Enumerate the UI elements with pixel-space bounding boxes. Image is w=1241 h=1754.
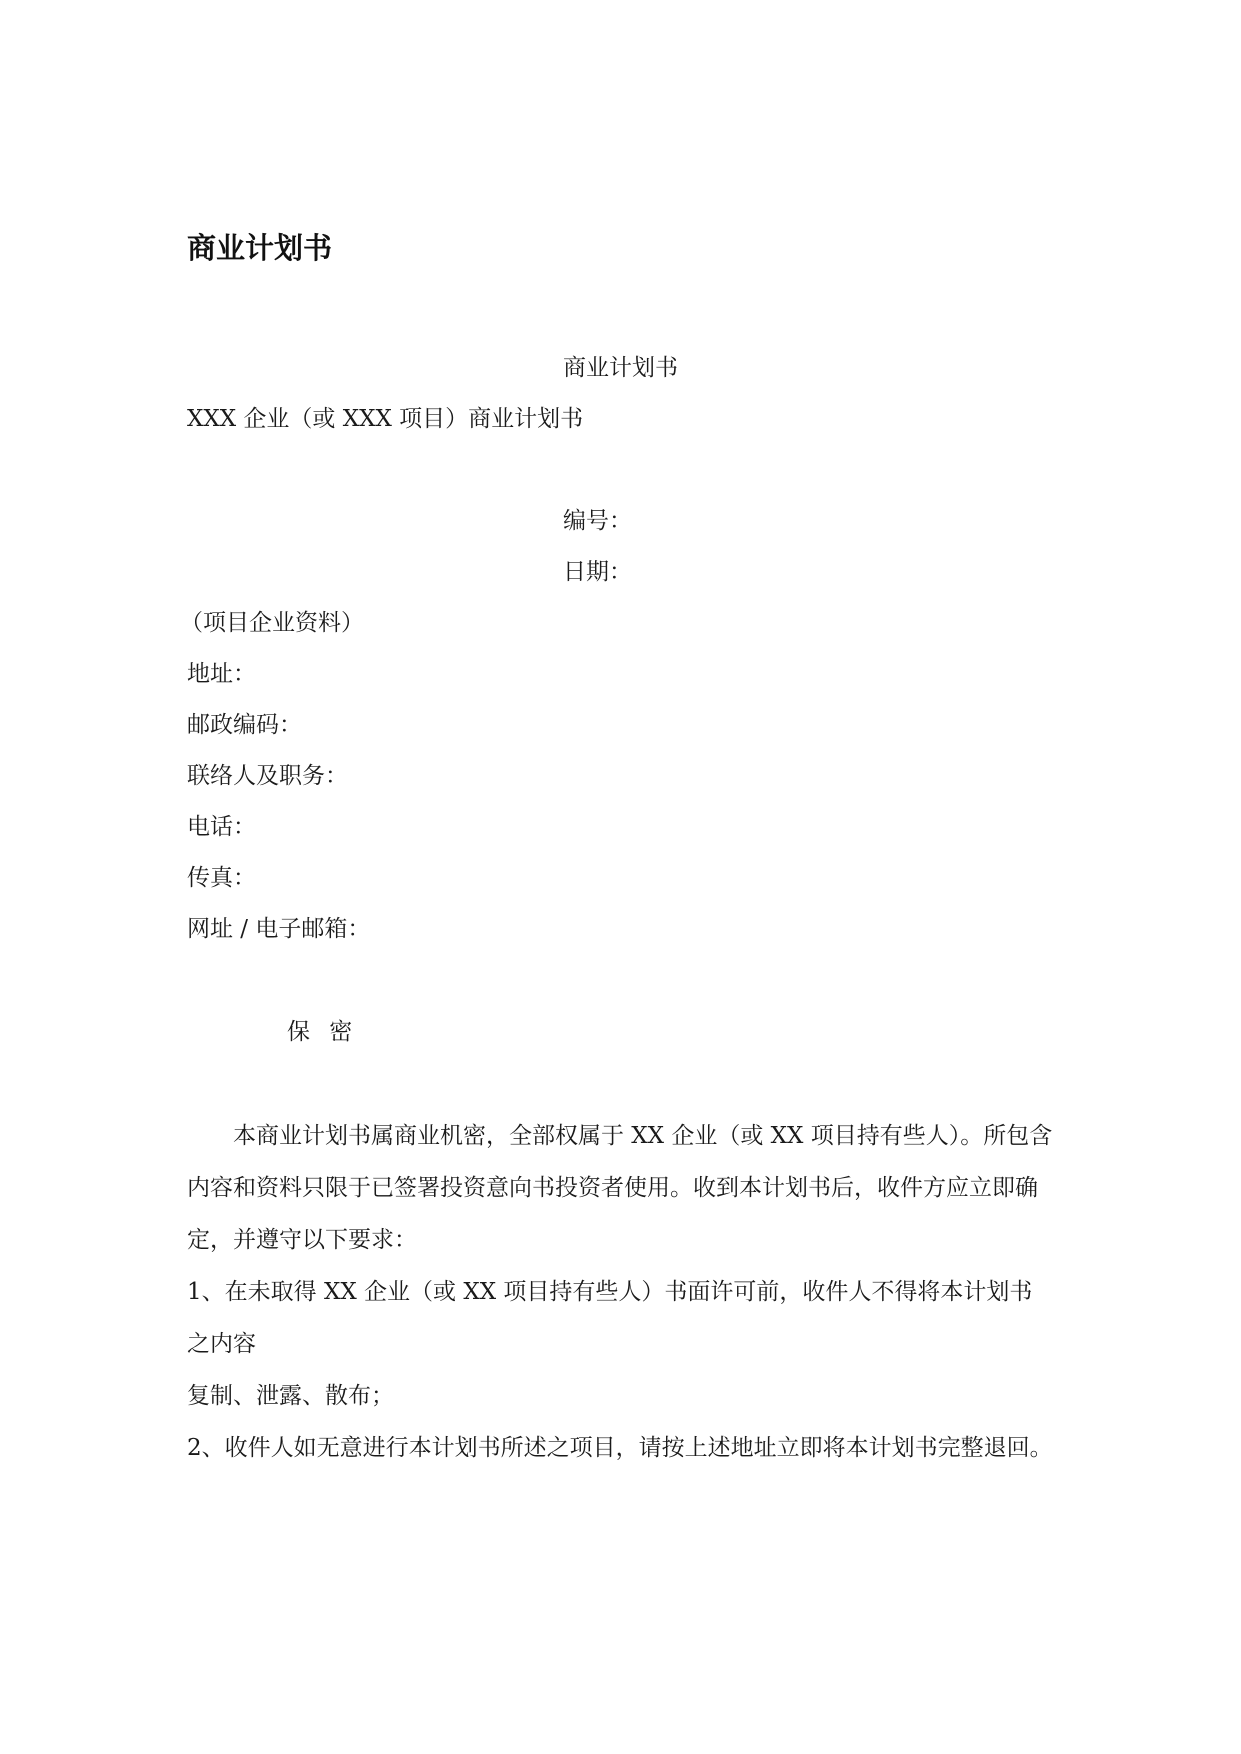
confidential-item-1: 1、在未取得 XX 企业（或 XX 项目持有些人）书面许可前，收件人不得将本计划书之内容 (187, 1279, 1033, 1357)
confidential-item-2: 2、收件人如无意进行本计划书所述之项目，请按上述地址立即将本计划书完整退回。 (187, 1435, 1053, 1461)
address-label: 地址： (187, 661, 256, 687)
contact-label: 联络人及职务： (187, 763, 348, 789)
confidential-item-1-continued: 复制、泄露、散布； (187, 1383, 394, 1409)
fax-label: 传真： (187, 865, 256, 891)
confidential-paragraph: 本商业计划书属商业机密，全部权属于 XX 企业（或 XX 项目持有些人）。所包含内容和资料只限于已签署投资意向书投资者使用。收到本计划书后，收件方应立即确定，并遵守以下要求： (187, 1123, 1053, 1253)
phone-label: 电话： (187, 814, 256, 840)
confidential-title: 保 密 (287, 1019, 359, 1045)
number-label: 编号： (563, 508, 632, 534)
date-label: 日期： (563, 559, 632, 585)
document-heading: 商业计划书 (187, 231, 333, 265)
web-email-label: 网址 / 电子邮箱： (187, 916, 371, 942)
cover-subtitle: XXX 企业（或 XXX 项目）商业计划书 (187, 406, 584, 432)
postcode-label: 邮政编码： (187, 712, 302, 738)
cover-title: 商业计划书 (563, 355, 678, 381)
company-info-label: （项目企业资料） (180, 610, 364, 636)
